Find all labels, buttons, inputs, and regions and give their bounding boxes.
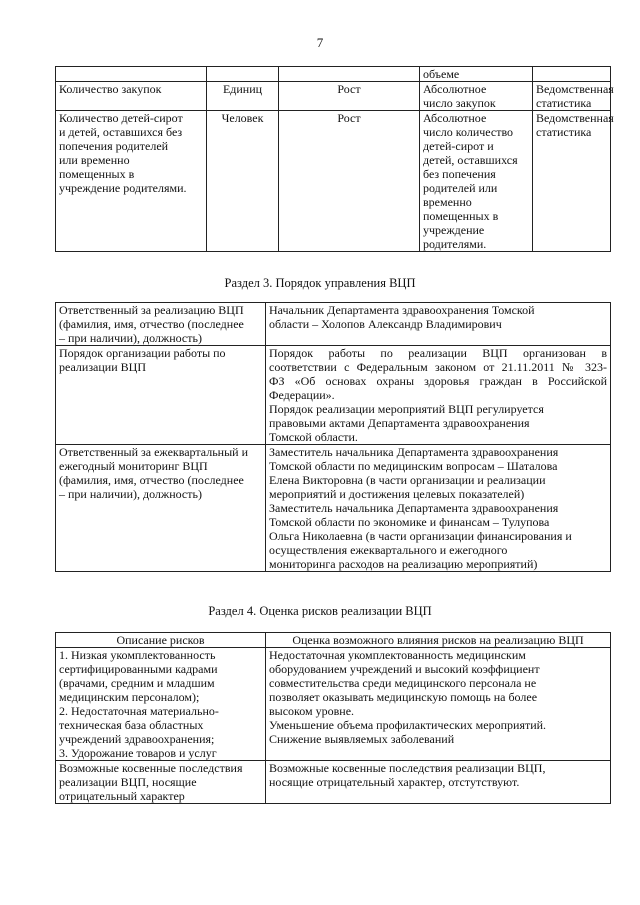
source-line: Ведомственная — [536, 82, 614, 96]
risk-line: учреждений здравоохранения; — [59, 732, 215, 746]
label-line: Ответственный за ежеквартальный и — [59, 445, 249, 459]
risk-line: реализации ВЦП, носящие — [59, 775, 197, 789]
table-row — [56, 346, 611, 445]
definition-line: учреждение — [423, 223, 485, 237]
management-table — [55, 302, 611, 572]
impact-line: оборудованием учреждений и высокий коэффициент — [269, 662, 540, 676]
indicator-line: и детей, оставшихся без — [59, 125, 183, 139]
definition-line: число закупок — [423, 96, 496, 110]
impact-line: совместительства среди медицинского персонала не — [269, 676, 537, 690]
impact-line: Уменьшение объема профилактических мероприятий. — [269, 718, 547, 732]
value-line: Начальник Департамента здравоохранения Томской — [269, 303, 535, 317]
value-line: Федерации». — [269, 388, 335, 402]
risks-cell — [56, 648, 266, 761]
continuation-cell-4: объеме — [420, 67, 533, 82]
definition-cell — [420, 111, 533, 252]
table-row — [56, 111, 611, 252]
value-line: Томской области. — [269, 430, 358, 444]
indicator-cell: Количество закупок — [56, 82, 207, 111]
risk-line: 2. Недостаточная материально- — [59, 704, 219, 718]
table-row — [56, 445, 611, 572]
label-line: – при наличии), должность) — [59, 331, 202, 345]
source-line: Ведомственная — [536, 111, 614, 125]
value-line: области – Холопов Александр Владимирович — [269, 317, 502, 331]
indicator-line: попечения родителей — [59, 139, 169, 153]
continuation-cell-3 — [279, 67, 420, 82]
label-line: – при наличии), должность) — [59, 487, 202, 501]
definition-cell — [420, 82, 533, 111]
header-cell-risks: Описание рисков — [56, 633, 266, 648]
table-row — [56, 303, 611, 346]
definition-line: помещенных в — [423, 209, 499, 223]
impact-line: Снижение выявляемых заболеваний — [269, 732, 455, 746]
value-line: соответствии с Федеральным законом от 21.11.2011 № 323- — [269, 360, 607, 374]
definition-line: Абсолютное — [423, 111, 487, 125]
table-header-row — [56, 633, 611, 648]
label-cell — [56, 445, 266, 572]
definition-line: родителями. — [423, 237, 487, 251]
risk-line: Возможные косвенные последствия — [59, 761, 243, 775]
definition-line: временно — [423, 195, 472, 209]
direction-cell: Рост — [279, 111, 420, 252]
direction-cell: Рост — [279, 82, 420, 111]
indicators-table — [55, 66, 614, 252]
impact-line: позволяет оказывать медицинскую помощь на более — [269, 690, 538, 704]
continuation-cell-2 — [207, 67, 279, 82]
value-line: Томской области по медицинским вопросам – Шаталова — [269, 459, 558, 473]
header-cell-impact: Оценка возможного влияния рисков на реализацию ВЦП — [266, 633, 611, 648]
definition-line: детей-сирот и — [423, 139, 494, 153]
risks-cell — [56, 761, 266, 804]
table-row — [56, 761, 611, 804]
source-cell — [533, 111, 614, 252]
value-line: Порядок работы по реализации ВЦП организован в — [269, 346, 607, 360]
source-line: статистика — [536, 96, 592, 110]
impact-cell — [266, 648, 611, 761]
impact-line: Недостаточная укомплектованность медицинским — [269, 648, 526, 662]
unit-cell: Человек — [207, 111, 279, 252]
risk-line: отрицательный характер — [59, 789, 185, 803]
value-line: мониторинга расходов на реализацию мероприятий) — [269, 557, 538, 571]
section4-title: Раздел 4. Оценка рисков реализации ВЦП — [208, 604, 432, 618]
unit-cell: Единиц — [207, 82, 279, 111]
impact-line: Возможные косвенные последствия реализации ВЦП, — [269, 761, 546, 775]
value-line: осуществления ежеквартального и ежегодного — [269, 543, 508, 557]
section3-title: Раздел 3. Порядок управления ВЦП — [224, 276, 416, 290]
continuation-cell-5 — [533, 67, 611, 82]
value-cell — [266, 445, 611, 572]
table-row — [56, 82, 611, 111]
risk-line: 1. Низкая укомплектованность — [59, 648, 216, 662]
table-row-continuation — [56, 67, 611, 82]
value-line: правовыми актами Департамента здравоохранения — [269, 416, 530, 430]
risk-line: сертифицированными кадрами — [59, 662, 218, 676]
definition-line: детей, оставшихся — [423, 153, 518, 167]
page-number: 7 — [316, 35, 324, 50]
label-cell — [56, 303, 266, 346]
definition-line: без попечения — [423, 167, 496, 181]
indicator-line: помещенных в — [59, 167, 135, 181]
indicator-line: Количество детей-сирот — [59, 111, 183, 125]
label-cell — [56, 346, 266, 445]
risk-line: техническая база областных — [59, 718, 204, 732]
label-line: ежегодный мониторинг ВЦП — [59, 459, 208, 473]
value-line: Елена Викторовна (в части организации и реализации — [269, 473, 546, 487]
value-line: Томской области по экономике и финансам – Тулупова — [269, 515, 550, 529]
risks-table — [55, 632, 611, 804]
value-cell — [266, 346, 611, 445]
impact-line: носящие отрицательный характер, отстутствуют. — [269, 775, 520, 789]
impact-cell — [266, 761, 611, 804]
value-line: Ольга Николаевна (в части организации финансирования и — [269, 529, 572, 543]
value-line: мероприятий и достижения целевых показателей) — [269, 487, 525, 501]
source-cell — [533, 82, 614, 111]
risk-line: (врачами, средним и младшим — [59, 676, 215, 690]
indicator-line: учреждение родителями. — [59, 181, 187, 195]
label-line: Порядок организации работы по — [59, 346, 226, 360]
definition-line: Абсолютное — [423, 82, 487, 96]
indicator-line: или временно — [59, 153, 130, 167]
definition-line: число количество — [423, 125, 514, 139]
indicator-cell — [56, 111, 207, 252]
continuation-cell-1 — [56, 67, 207, 82]
definition-line: родителей или — [423, 181, 498, 195]
value-cell — [266, 303, 611, 346]
label-line: (фамилия, имя, отчество (последнее — [59, 473, 244, 487]
value-line: Заместитель начальника Департамента здравоохранения — [269, 445, 559, 459]
source-line: статистика — [536, 125, 592, 139]
label-line: (фамилия, имя, отчество (последнее — [59, 317, 244, 331]
label-line: реализации ВЦП — [59, 360, 146, 374]
risk-line: 3. Удорожание товаров и услуг — [59, 746, 217, 760]
risk-line: медицинским персоналом); — [59, 690, 200, 704]
label-line: Ответственный за реализацию ВЦП — [59, 303, 244, 317]
value-line: Заместитель начальника Департамента здравоохранения — [269, 501, 559, 515]
table-row — [56, 648, 611, 761]
value-line: ФЗ «Об основах охраны здоровья граждан в Российской — [269, 374, 607, 388]
impact-line: высоком уровне. — [269, 704, 355, 718]
value-line: Порядок реализации мероприятий ВЦП регулируется — [269, 402, 544, 416]
